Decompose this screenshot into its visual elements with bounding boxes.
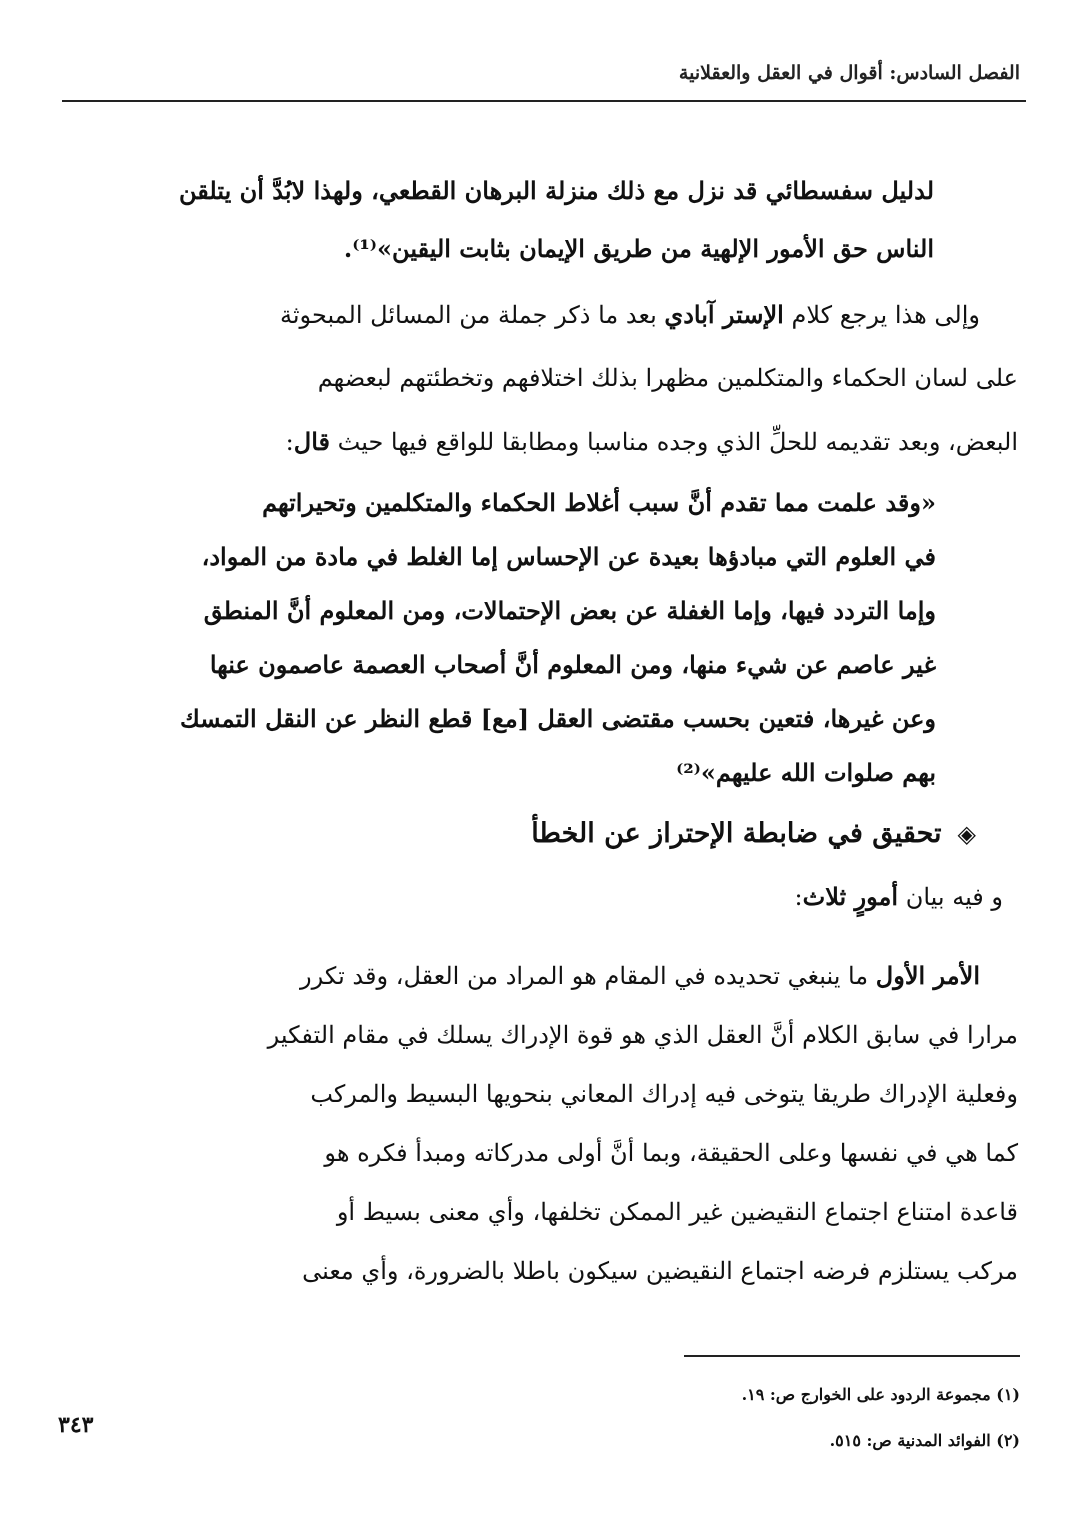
quote-line: وإما التردد فيها، وإما الغفلة عن بعض الإحتمالات، ومن المعلوم أنَّ المنطق: [203, 596, 936, 625]
footnote: (١) مجموعة الردود على الخوارج ص: ١٩.: [741, 1385, 1020, 1404]
paragraph-line: وفعلية الإدراك طريقا يتوخى فيه إدراك المعاني بنحويها البسيط والمركب: [310, 1080, 1018, 1108]
text-run: :: [794, 883, 803, 911]
paragraph: [158, 283, 1018, 474]
paragraph-line: قاعدة امتناع اجتماع النقيضين غير الممكن تخلفها، وأي معنى بسيط أو: [336, 1198, 1018, 1226]
bold-phrase: أمورٍ ثلاث: [802, 882, 899, 911]
paragraph-line: [158, 283, 1018, 347]
paragraph-line: [158, 946, 1018, 1006]
text-run: :: [285, 428, 294, 456]
paragraph-line: مرارا في سابق الكلام أنَّ العقل الذي هو قوة الإدراك يسلك في مقام التفكير: [267, 1021, 1018, 1049]
text-run: البعض، وبعد تقديمه للحلِّ الذي وجده مناسبا ومطابقا للواقع فيها حيث: [330, 428, 1018, 456]
quote-line: لدليل سفسطائي قد نزل مع ذلك منزلة البرهان القطعي، ولهذا لابُدَّ أن يتلقن: [178, 176, 934, 205]
intro-line: [795, 882, 1003, 911]
text-run: وإلى هذا يرجع كلام: [783, 301, 980, 329]
quote-line: بهم صلوات الله عليهم»⁽²⁾: [676, 758, 936, 787]
section-heading-text: تحقيق في ضابطة الإحتراز عن الخطأ: [531, 818, 942, 849]
author-name: الإستر آبادي: [664, 300, 784, 329]
quote-line: «وقد علمت مما تقدم أنَّ سبب أغلاط الحكماء والمتكلمين وتحيراتهم: [262, 488, 936, 517]
paragraph: [158, 946, 1018, 1301]
diamond-icon: ◈: [957, 819, 976, 848]
block-quote: [168, 476, 1018, 800]
bold-phrase: الأمر الأول: [875, 961, 980, 990]
text-run: ما ينبغي تحديده في المقام هو المراد من العقل، وقد تكرر: [300, 962, 876, 990]
paragraph-line: كما هي في نفسها وعلى الحقيقة، وبما أنَّ أولى مدركاته ومبدأ فكره هو: [324, 1139, 1018, 1167]
text-run: بعد ما ذكر جملة من المسائل المبحوثة: [280, 301, 665, 329]
footnotes: [742, 1372, 1020, 1464]
quote-line: في العلوم التي مبادؤها بعيدة عن الإحساس إما الغلط في مادة من المواد،: [201, 542, 936, 571]
page-number: ٣٤٣: [58, 1412, 94, 1438]
footnote: (٢) الفوائد المدنية ص: ٥١٥.: [829, 1431, 1020, 1450]
footnote-rule: [684, 1355, 1020, 1357]
quote-continuation: [168, 162, 1018, 278]
section-heading: [531, 818, 976, 849]
header-rule: [62, 100, 1026, 102]
bold-word: قال: [293, 427, 330, 456]
paragraph-line: [158, 410, 1018, 474]
quote-line: وعن غيرها، فتعين بحسب مقتضى العقل [مع] قطع النظر عن النقل التمسك: [179, 704, 936, 733]
text-run: و فيه بيان: [898, 883, 1003, 911]
paragraph-line: على لسان الحكماء والمتكلمين مظهرا بذلك اختلافهم وتخطئتهم لبعضهم: [317, 364, 1018, 392]
quote-line: الناس حق الأمور الإلهية من طريق الإيمان بثابت اليقين»⁽¹⁾.: [343, 234, 934, 263]
running-header: الفصل السادس: أقوال في العقل والعقلانية: [678, 62, 1020, 84]
paragraph-line: مركب يستلزم فرضه اجتماع النقيضين سيكون باطلا بالضرورة، وأي معنى: [302, 1257, 1018, 1285]
quote-line: غير عاصم عن شيء منها، ومن المعلوم أنَّ أصحاب العصمة عاصمون عنها: [209, 650, 936, 679]
